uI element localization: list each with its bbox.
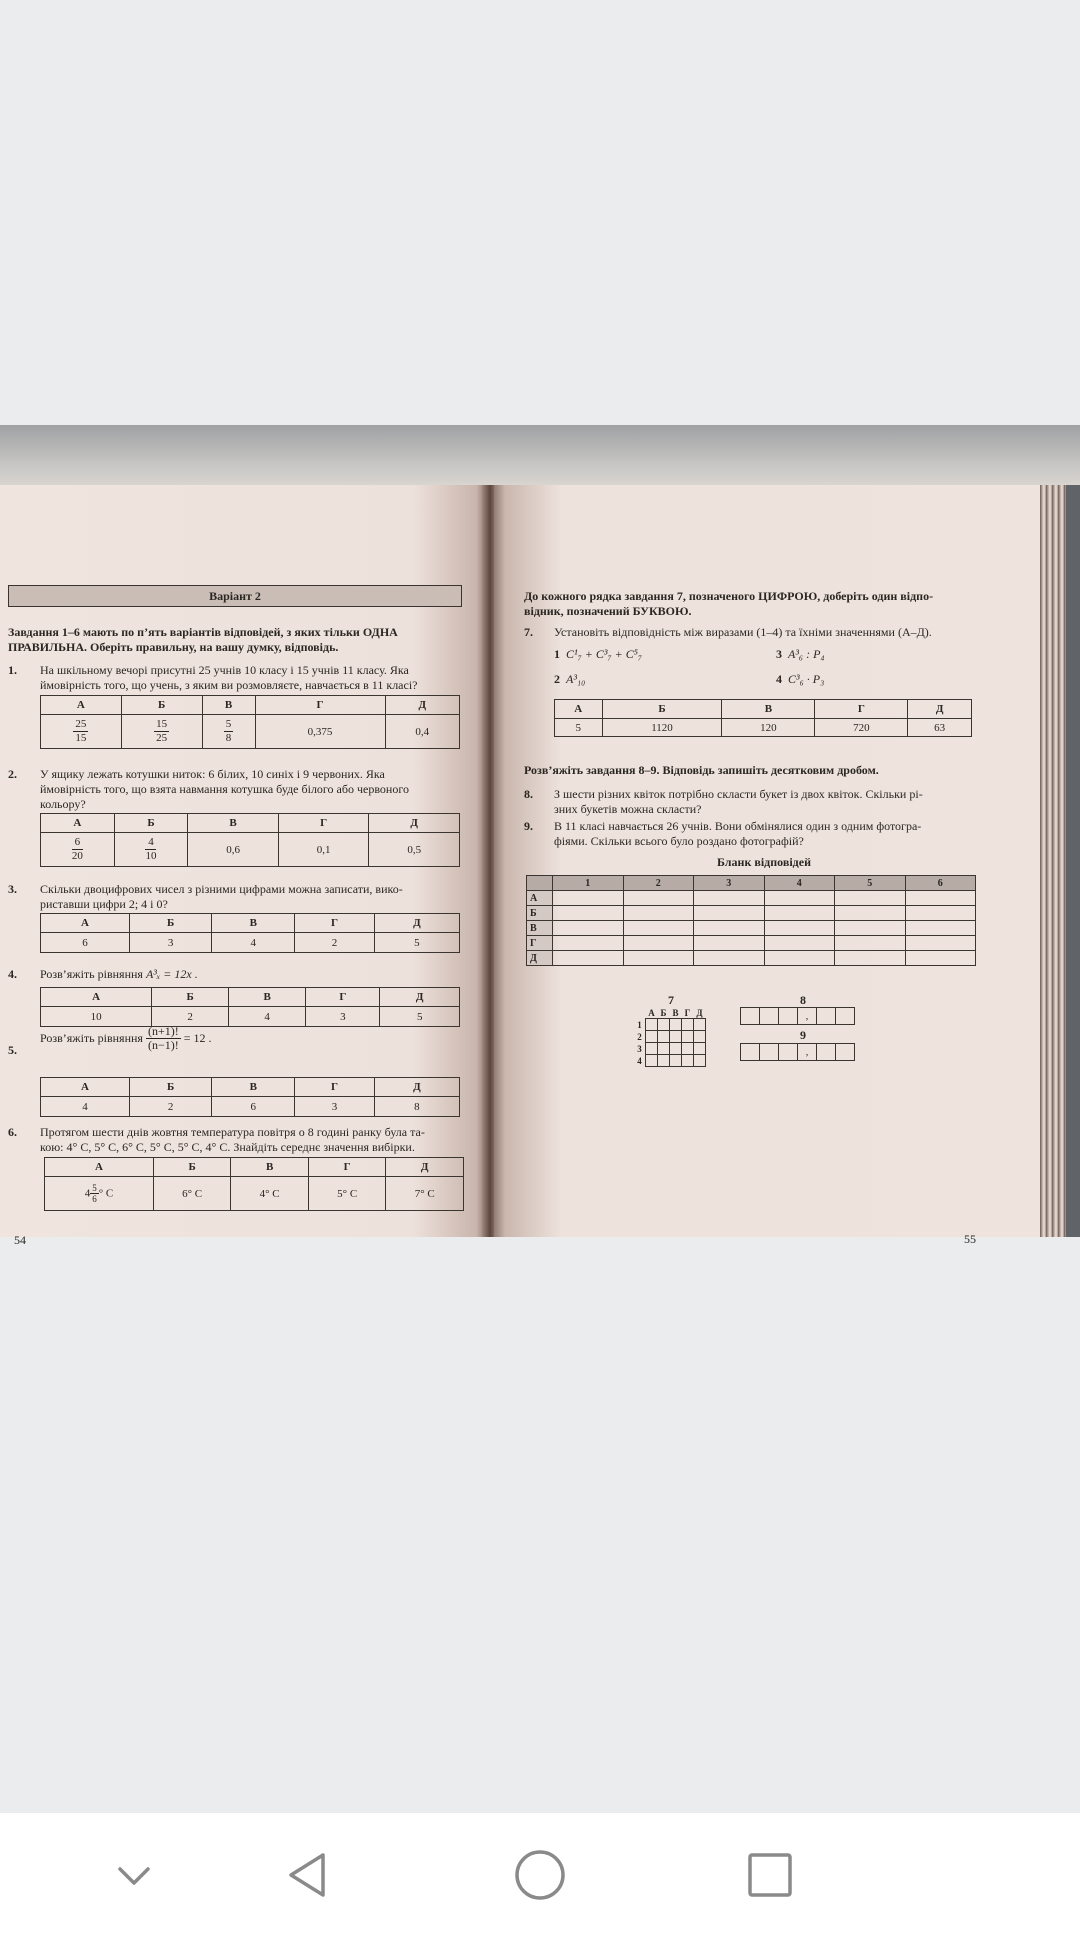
text-fragment: (n−1)!: [147, 1038, 179, 1052]
text-fragment: 4: [84, 1187, 91, 1200]
table-cell: 4: [637, 1055, 642, 1066]
table-cell: [658, 1043, 670, 1055]
table-cell: [836, 1044, 855, 1061]
table-cell: [646, 1019, 658, 1031]
right-page: [494, 485, 1050, 1246]
question-number: 5.: [8, 1043, 17, 1057]
table-cell: [905, 936, 976, 951]
table-cell: [682, 1055, 694, 1067]
table-cell: [682, 1019, 694, 1031]
table-header-cell: Г: [295, 1078, 375, 1097]
table-header-cell: [527, 876, 553, 891]
text-fragment: 5: [225, 718, 232, 730]
table-header-cell: В: [188, 814, 279, 833]
table-cell: [202, 715, 255, 749]
table-header-cell: А: [41, 814, 115, 833]
page-edges: [1040, 485, 1080, 1237]
text-fragment: 25: [75, 718, 87, 730]
table-cell: [741, 1008, 760, 1025]
table-cell: [658, 1055, 670, 1067]
table-header-cell: А: [41, 914, 130, 933]
table-cell: 5: [374, 933, 459, 953]
table-cell: [817, 1008, 836, 1025]
table-header-cell: В: [722, 700, 815, 719]
table-cell: [623, 921, 694, 936]
text-fragment: З шести різних квіток потрібно скласти букет із двох квіток. Скільки рі-: [554, 787, 923, 801]
table-cell: 0,375: [255, 715, 385, 749]
table-header-cell: Д: [374, 914, 459, 933]
table-cell: [835, 936, 906, 951]
question-5-text: [40, 1025, 470, 1052]
table-cell: [623, 936, 694, 951]
table-header-cell: Б: [114, 814, 188, 833]
table-cell: [623, 951, 694, 966]
text-fragment: До кожного рядка завдання 7, позначеного ЦИФРОЮ, доберіть один відпо-: [524, 589, 934, 603]
variant-banner: Варіант 2: [8, 585, 462, 607]
table-header-cell: В: [202, 696, 255, 715]
answer-sheet-table: [526, 875, 976, 966]
answer-sheet-title: Бланк відповідей: [717, 855, 811, 869]
table-cell: [553, 921, 624, 936]
table-cell: [646, 1043, 658, 1055]
table-header-cell: А: [41, 696, 122, 715]
table-cell: [905, 906, 976, 921]
question-number: 1.: [8, 663, 17, 677]
answer-boxes-9: [740, 1043, 855, 1061]
page-number-right: 55: [964, 1232, 976, 1246]
table-cell: 2: [637, 1031, 642, 1042]
answer-cell[interactable]: [623, 891, 694, 906]
fraction: [154, 718, 169, 745]
left-page: [0, 485, 486, 1247]
text-fragment: 6: [92, 1194, 97, 1204]
home-circle-icon[interactable]: [508, 1843, 572, 1907]
question-6-options: [44, 1157, 464, 1211]
table-cell: Д: [696, 1007, 703, 1018]
text-fragment: 1: [554, 647, 560, 661]
question-9-text: [554, 819, 1034, 849]
table-cell: 5: [380, 1007, 460, 1027]
table-header-cell: Д: [386, 1158, 464, 1177]
question-number: 8.: [524, 787, 533, 801]
table-header-cell: В: [231, 1158, 309, 1177]
table-header-cell: Г: [255, 696, 385, 715]
table-header-cell: Б: [121, 696, 202, 715]
answer-cell[interactable]: [694, 891, 765, 906]
table-header-cell: 5: [835, 876, 906, 891]
table-cell: Г: [684, 1007, 691, 1018]
question-7-text: Установіть відповідність між виразами (1–4) та їхніми значеннями (А–Д).: [554, 625, 932, 639]
table-cell: [658, 1019, 670, 1031]
table-header-cell: А: [45, 1158, 154, 1177]
question-4-options: [40, 987, 460, 1027]
table-header-cell: А: [41, 1078, 130, 1097]
instructions: [8, 625, 468, 655]
question-number: 6.: [8, 1125, 17, 1139]
table-cell: [114, 833, 188, 867]
table-cell: А: [648, 1007, 655, 1018]
text-fragment: = 12 .: [183, 1031, 212, 1045]
text-fragment: кольору?: [40, 797, 86, 811]
text-fragment: 4: [145, 836, 156, 850]
table-header-cell: 6: [905, 876, 976, 891]
q7-expression: [776, 672, 976, 687]
table-cell: [658, 1031, 670, 1043]
fraction: [73, 718, 88, 745]
table-cell: 4: [212, 933, 295, 953]
table-cell: [760, 1044, 779, 1061]
table-header-cell: Б: [602, 700, 722, 719]
table-cell: 3: [129, 933, 211, 953]
table-header-cell: В: [212, 914, 295, 933]
table-header-cell: Д: [369, 814, 460, 833]
text-fragment: ймовірність того, що взята навмання котушка буде білого або червоного: [40, 782, 409, 796]
fraction: [72, 836, 83, 863]
table-header-cell: 4: [764, 876, 835, 891]
table-cell: [835, 921, 906, 936]
table-cell: [694, 936, 765, 951]
table-cell: [121, 715, 202, 749]
table-cell: 1120: [602, 719, 722, 737]
table-cell: [694, 921, 765, 936]
table-header-cell: А: [555, 700, 603, 719]
intro-text: [524, 589, 1034, 619]
text-fragment: 5: [92, 1183, 97, 1193]
table-cell: [41, 833, 115, 867]
table-cell: 10: [41, 1007, 152, 1027]
instructions-line: Завдання 1–6 мають по п’ять варіантів відповідей, з яких тільки ОДНА: [8, 625, 398, 639]
grid-7-label: 7: [668, 993, 674, 1007]
grid-7: [634, 1007, 706, 1067]
text-fragment: зних букетів можна скласти?: [554, 802, 702, 816]
text-fragment: 8: [225, 732, 232, 744]
question-5-options: [40, 1077, 460, 1117]
text-fragment: Розв’яжіть рівняння: [40, 1031, 143, 1045]
table-cell: [836, 1008, 855, 1025]
table-header-cell: В: [212, 1078, 295, 1097]
table-cell: 5: [555, 719, 603, 737]
table-cell: Б: [527, 906, 553, 921]
question-8-text: [554, 787, 1034, 817]
table-cell: [764, 906, 835, 921]
table-cell: [646, 1031, 658, 1043]
text-fragment: 15: [156, 718, 168, 730]
table-cell: [670, 1055, 682, 1067]
answer-cell[interactable]: [835, 891, 906, 906]
table-header-cell: Б: [129, 914, 211, 933]
question-3-text: [40, 882, 470, 912]
table-cell: 2: [129, 1097, 211, 1117]
text-fragment: Розв’яжіть рівняння: [40, 967, 143, 981]
question-number: 7.: [524, 625, 533, 639]
table-cell: [553, 951, 624, 966]
table-cell: Б: [660, 1007, 667, 1018]
table-cell: [670, 1031, 682, 1043]
question-2-options: [40, 813, 460, 867]
table-cell: [764, 921, 835, 936]
table-cell: [741, 1044, 760, 1061]
table-header-cell: 3: [694, 876, 765, 891]
text-fragment: фіями. Скільки всього було роздано фотографій?: [554, 834, 804, 848]
table-cell: [553, 906, 624, 921]
table-cell: ,: [798, 1044, 817, 1061]
table-cell: [694, 1043, 706, 1055]
table-header-cell: 2: [623, 876, 694, 891]
table-cell: [694, 951, 765, 966]
table-cell: [45, 1177, 154, 1211]
text-fragment: кою: 4° С, 5° С, 6° С, 5° С, 5° С, 4° С. Знайдіть середнє значення вибірки.: [40, 1140, 415, 1154]
table-cell: [779, 1044, 798, 1061]
text-fragment: C¹₇ + C³₇ + C⁵₇: [566, 647, 643, 661]
table-cell: Г: [527, 936, 553, 951]
question-1-options: [40, 695, 460, 749]
question-2-text: [40, 767, 470, 812]
instructions-line: ПРАВИЛЬНА. Оберіть правильну, на вашу думку, відповідь.: [8, 640, 339, 654]
back-triangle-icon[interactable]: [276, 1843, 340, 1907]
navigation-bar: [0, 1813, 1080, 1933]
table-header-cell: Д: [380, 988, 460, 1007]
box-8-label: 8: [800, 993, 806, 1007]
text-fragment: Скільки двоцифрових чисел з різними цифрами можна записати, вико-: [40, 882, 403, 896]
table-cell: 4: [228, 1007, 305, 1027]
question-number: 2.: [8, 767, 17, 781]
table-cell: 5° С: [308, 1177, 386, 1211]
table-cell: [41, 715, 122, 749]
table-header-cell: Д: [385, 696, 459, 715]
table-header-cell: Г: [278, 814, 369, 833]
text-fragment: риставши цифри 2; 4 і 0?: [40, 897, 168, 911]
table-cell: [670, 1019, 682, 1031]
fraction: [224, 718, 234, 745]
table-cell: 0,1: [278, 833, 369, 867]
question-1-text: [40, 663, 470, 693]
table-cell: 720: [815, 719, 908, 737]
table-cell: [694, 1019, 706, 1031]
table-cell: [764, 936, 835, 951]
text-fragment: відник, позначений БУКВОЮ.: [524, 604, 692, 618]
table-cell: [905, 951, 976, 966]
table-header-cell: Б: [152, 988, 229, 1007]
text-fragment: 2: [554, 672, 560, 686]
table-header-cell: Д: [908, 700, 972, 719]
table-cell: А: [527, 891, 553, 906]
question-number: 9.: [524, 819, 533, 833]
answer-cell[interactable]: [905, 891, 976, 906]
page-number-left: 54: [14, 1233, 26, 1247]
table-cell: [817, 1044, 836, 1061]
q7-expression: [554, 672, 814, 687]
table-cell: 0,5: [369, 833, 460, 867]
table-cell: 7° С: [386, 1177, 464, 1211]
box-9-label: 9: [800, 1028, 806, 1042]
book-photo: [0, 425, 1080, 1247]
table-cell: 3: [637, 1043, 642, 1054]
table-cell: 63: [908, 719, 972, 737]
fraction: [90, 1183, 99, 1204]
table-cell: Д: [527, 951, 553, 966]
table-cell: [682, 1043, 694, 1055]
text-fragment: Протягом шести днів жовтня температура повітря о 8 годині ранку була та-: [40, 1125, 425, 1139]
table-header-cell: Б: [153, 1158, 231, 1177]
text-fragment: A³₆ : P₄: [788, 647, 825, 661]
table-cell: [779, 1008, 798, 1025]
text-fragment: A³₁₀: [566, 672, 586, 686]
text-fragment: На шкільному вечорі присутні 25 учнів 10 класу і 15 учнів 11 класу. Яка: [40, 663, 409, 677]
text-fragment: ймовірність того, що учень, з яким ви розмовляєте, навчається в 11 класі?: [40, 678, 418, 692]
text-fragment: C³₆ · P₃: [788, 672, 825, 686]
table-cell: 3: [306, 1007, 380, 1027]
table-cell: 0,4: [385, 715, 459, 749]
table-cell: 4: [41, 1097, 130, 1117]
table-cell: [623, 906, 694, 921]
text-fragment: В 11 класі навчається 26 учнів. Вони обмінялися один з одним фотогра-: [554, 819, 922, 833]
question-number: 3.: [8, 882, 17, 896]
text-fragment: ° С: [98, 1187, 114, 1200]
table-cell: 4° С: [231, 1177, 309, 1211]
table-cell: [682, 1031, 694, 1043]
table-cell: [835, 906, 906, 921]
answer-cell[interactable]: [553, 891, 624, 906]
text-fragment: 25: [156, 732, 168, 744]
text-fragment: 15: [75, 732, 87, 744]
question-6-text: [40, 1125, 470, 1155]
table-header-cell: Г: [308, 1158, 386, 1177]
question-7-values: [554, 699, 972, 737]
recents-square-icon[interactable]: [738, 1843, 802, 1907]
text-fragment: 4: [776, 672, 782, 686]
table-cell: [634, 1007, 646, 1019]
table-cell: 2: [152, 1007, 229, 1027]
text-fragment: (n+1)!: [147, 1024, 179, 1038]
fraction: [146, 1025, 181, 1052]
table-cell: [760, 1008, 779, 1025]
q7-expression: [776, 647, 976, 662]
table-cell: 6: [212, 1097, 295, 1117]
table-cell: 6: [41, 933, 130, 953]
table-header-cell: Г: [295, 914, 375, 933]
table-cell: [694, 1031, 706, 1043]
table-header-cell: Б: [129, 1078, 211, 1097]
question-number: 4.: [8, 967, 17, 981]
formula: A³ₓ = 12x .: [145, 967, 198, 981]
q7-expression: [554, 647, 814, 662]
table-header-cell: Г: [306, 988, 380, 1007]
table-cell: 8: [374, 1097, 459, 1117]
question-3-options: [40, 913, 460, 953]
table-cell: [694, 906, 765, 921]
table-header-cell: А: [41, 988, 152, 1007]
text-fragment: 3: [776, 647, 782, 661]
table-cell: 120: [722, 719, 815, 737]
table-cell: В: [672, 1007, 679, 1018]
table-cell: В: [527, 921, 553, 936]
table-cell: 0,6: [188, 833, 279, 867]
table-cell: [646, 1055, 658, 1067]
table-header-cell: В: [228, 988, 305, 1007]
table-header-cell: Д: [374, 1078, 459, 1097]
answer-boxes-8: [740, 1007, 855, 1025]
table-cell: [835, 951, 906, 966]
photo-background: [0, 425, 1080, 485]
table-cell: 2: [295, 933, 375, 953]
table-cell: [553, 936, 624, 951]
table-cell: 3: [295, 1097, 375, 1117]
text-fragment: 6: [72, 836, 83, 850]
text-fragment: 10: [145, 850, 157, 862]
table-cell: [764, 951, 835, 966]
table-cell: 1: [637, 1019, 642, 1030]
text-fragment: У ящику лежать котушки ниток: 6 білих, 10 синіх і 9 червоних. Яка: [40, 767, 385, 781]
fraction: [145, 836, 156, 863]
table-header-cell: 1: [553, 876, 624, 891]
question-4-text: [40, 967, 470, 982]
chevron-down-icon[interactable]: [102, 1843, 166, 1907]
table-cell: [905, 921, 976, 936]
table-cell: 6° С: [153, 1177, 231, 1211]
text-fragment: 20: [71, 850, 83, 862]
answer-cell[interactable]: [764, 891, 835, 906]
table-cell: [670, 1043, 682, 1055]
table-header-cell: Г: [815, 700, 908, 719]
table-cell: [694, 1055, 706, 1067]
table-cell: ,: [798, 1008, 817, 1025]
decimal-instruction: Розв’яжіть завдання 8–9. Відповідь запишіть десятковим дробом.: [524, 763, 879, 777]
